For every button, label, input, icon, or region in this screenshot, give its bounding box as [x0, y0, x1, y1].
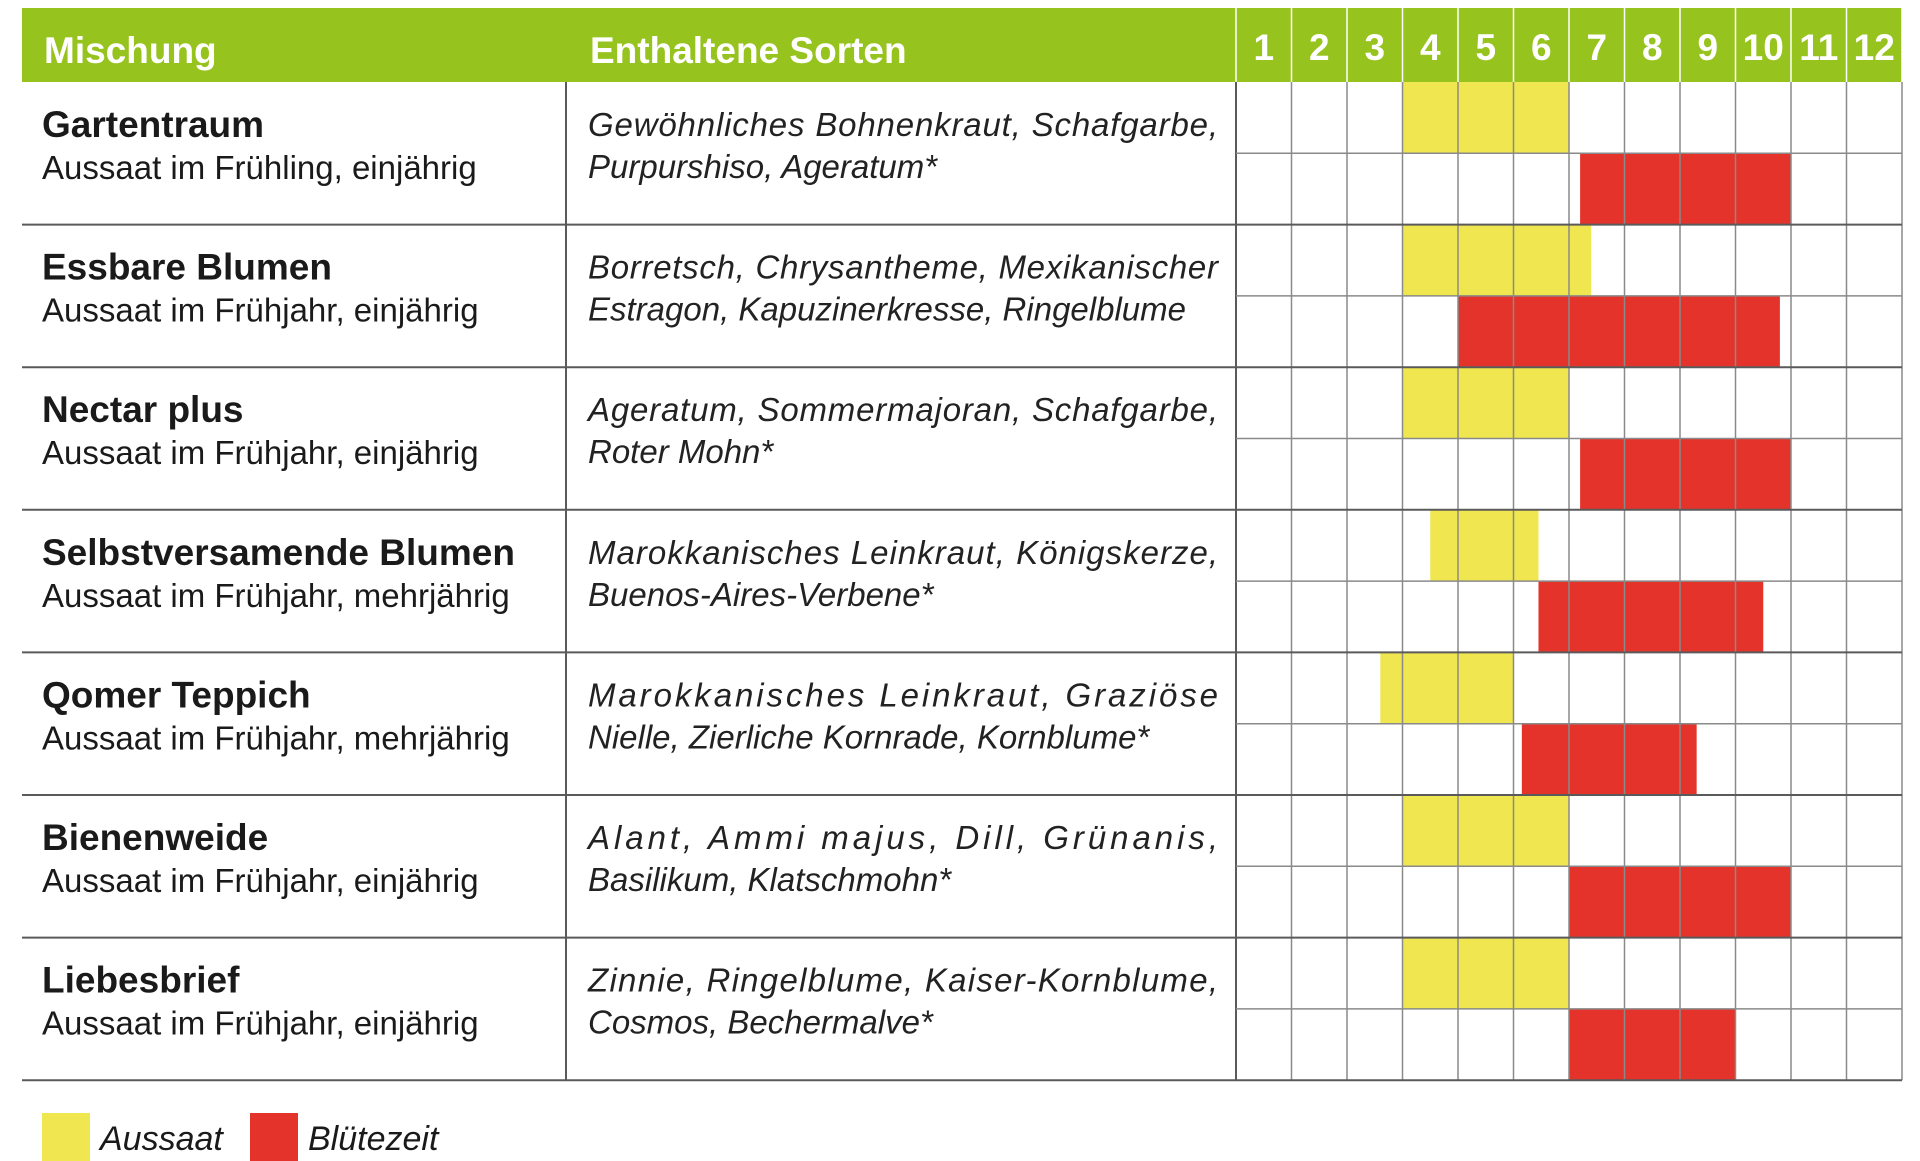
- aussaat-bar: [1403, 367, 1570, 438]
- header-layer: [22, 8, 1902, 82]
- month-label-9: 9: [1697, 27, 1719, 68]
- mix-name: Gartentraum: [42, 104, 265, 145]
- header-mischung: Mischung: [44, 30, 217, 71]
- aussaat-bar: [1430, 510, 1538, 581]
- mix-name: Liebesbrief: [42, 959, 240, 1001]
- mix-sowing-note: Aussaat im Frühjahr, einjährig: [42, 291, 479, 329]
- varieties-line: Alant, Ammi majus, Dill, Grünanis,: [588, 819, 1218, 856]
- bluetezeit-bar: [1522, 724, 1697, 795]
- month-label-12: 12: [1853, 27, 1895, 68]
- mix-sowing-note: Aussaat im Frühling, einjährig: [42, 149, 477, 186]
- bluetezeit-bar: [1538, 581, 1763, 652]
- bluetezeit-bar: [1580, 439, 1791, 510]
- mix-name: Bienenweide: [42, 817, 269, 858]
- bluetezeit-bar: [1580, 153, 1791, 224]
- varieties-line: Marokkanisches Leinkraut, Königskerze,: [588, 533, 1218, 571]
- varieties-line: Ageratum, Sommermajoran, Schafgarbe,: [588, 391, 1218, 429]
- aussaat-bar: [1403, 225, 1592, 296]
- aussaat-bar: [1403, 795, 1570, 866]
- varieties-line: Zinnie, Ringelblume, Kaiser-Kornblume,: [588, 961, 1218, 999]
- varieties-line: Nielle, Zierliche Kornrade, Kornblume*: [588, 718, 1150, 756]
- varieties-line: Estragon, Kapuzinerkresse, Ringelblume: [588, 290, 1186, 328]
- legend-label-aussaat: Aussaat: [100, 1120, 223, 1158]
- mix-sowing-note: Aussaat im Frühjahr, mehrjährig: [42, 576, 510, 614]
- month-label-1: 1: [1253, 27, 1275, 68]
- mix-name: Qomer Teppich: [42, 674, 311, 716]
- legend-layer: [42, 1113, 440, 1161]
- varieties-line: Cosmos, Bechermalve*: [588, 1003, 933, 1041]
- varieties-line: Roter Mohn*: [588, 433, 774, 471]
- month-label-5: 5: [1475, 27, 1497, 68]
- varieties-line: Buenos-Aires-Verbene*: [588, 575, 934, 613]
- aussaat-bar: [1380, 652, 1513, 723]
- mix-sowing-note: Aussaat im Frühjahr, mehrjährig: [42, 719, 510, 757]
- row-text-layer: [42, 104, 1220, 1042]
- bluetezeit-bar: [1458, 296, 1780, 367]
- month-label-6: 6: [1530, 27, 1552, 68]
- month-label-10: 10: [1742, 27, 1784, 68]
- mix-name: Nectar plus: [42, 389, 244, 431]
- mix-sowing-note: Aussaat im Frühjahr, einjährig: [42, 1004, 479, 1042]
- aussaat-bar: [1403, 82, 1570, 153]
- header-enthaltene-sorten: Enthaltene Sorten: [590, 30, 907, 71]
- varieties-line: Marokkanisches Leinkraut, Graziöse: [588, 676, 1218, 714]
- varieties-line: Gewöhnliches Bohnenkraut, Schafgarbe,: [588, 106, 1218, 143]
- legend-swatch-bluetezeit: [250, 1113, 298, 1161]
- month-label-4: 4: [1419, 27, 1441, 68]
- legend-label-bluetezeit: Blütezeit: [308, 1120, 439, 1158]
- legend-swatch-aussaat: [42, 1113, 90, 1161]
- varieties-line: Borretsch, Chrysantheme, Mexikanischer: [588, 248, 1218, 286]
- mix-sowing-note: Aussaat im Frühjahr, einjährig: [42, 862, 479, 899]
- month-label-8: 8: [1641, 27, 1663, 68]
- month-label-7: 7: [1586, 27, 1608, 68]
- mix-name: Essbare Blumen: [42, 246, 332, 288]
- aussaat-bar: [1403, 938, 1570, 1009]
- month-label-3: 3: [1364, 27, 1386, 68]
- mix-name: Selbstversamende Blumen: [42, 531, 515, 573]
- varieties-line: Basilikum, Klatschmohn*: [588, 861, 952, 898]
- header-band: [22, 8, 1902, 82]
- varieties-line: Purpurshiso, Ageratum*: [588, 148, 938, 185]
- mix-sowing-note: Aussaat im Frühjahr, einjährig: [42, 434, 479, 472]
- month-label-2: 2: [1308, 27, 1330, 68]
- month-label-11: 11: [1799, 27, 1839, 68]
- bluetezeit-bar: [1569, 1009, 1736, 1080]
